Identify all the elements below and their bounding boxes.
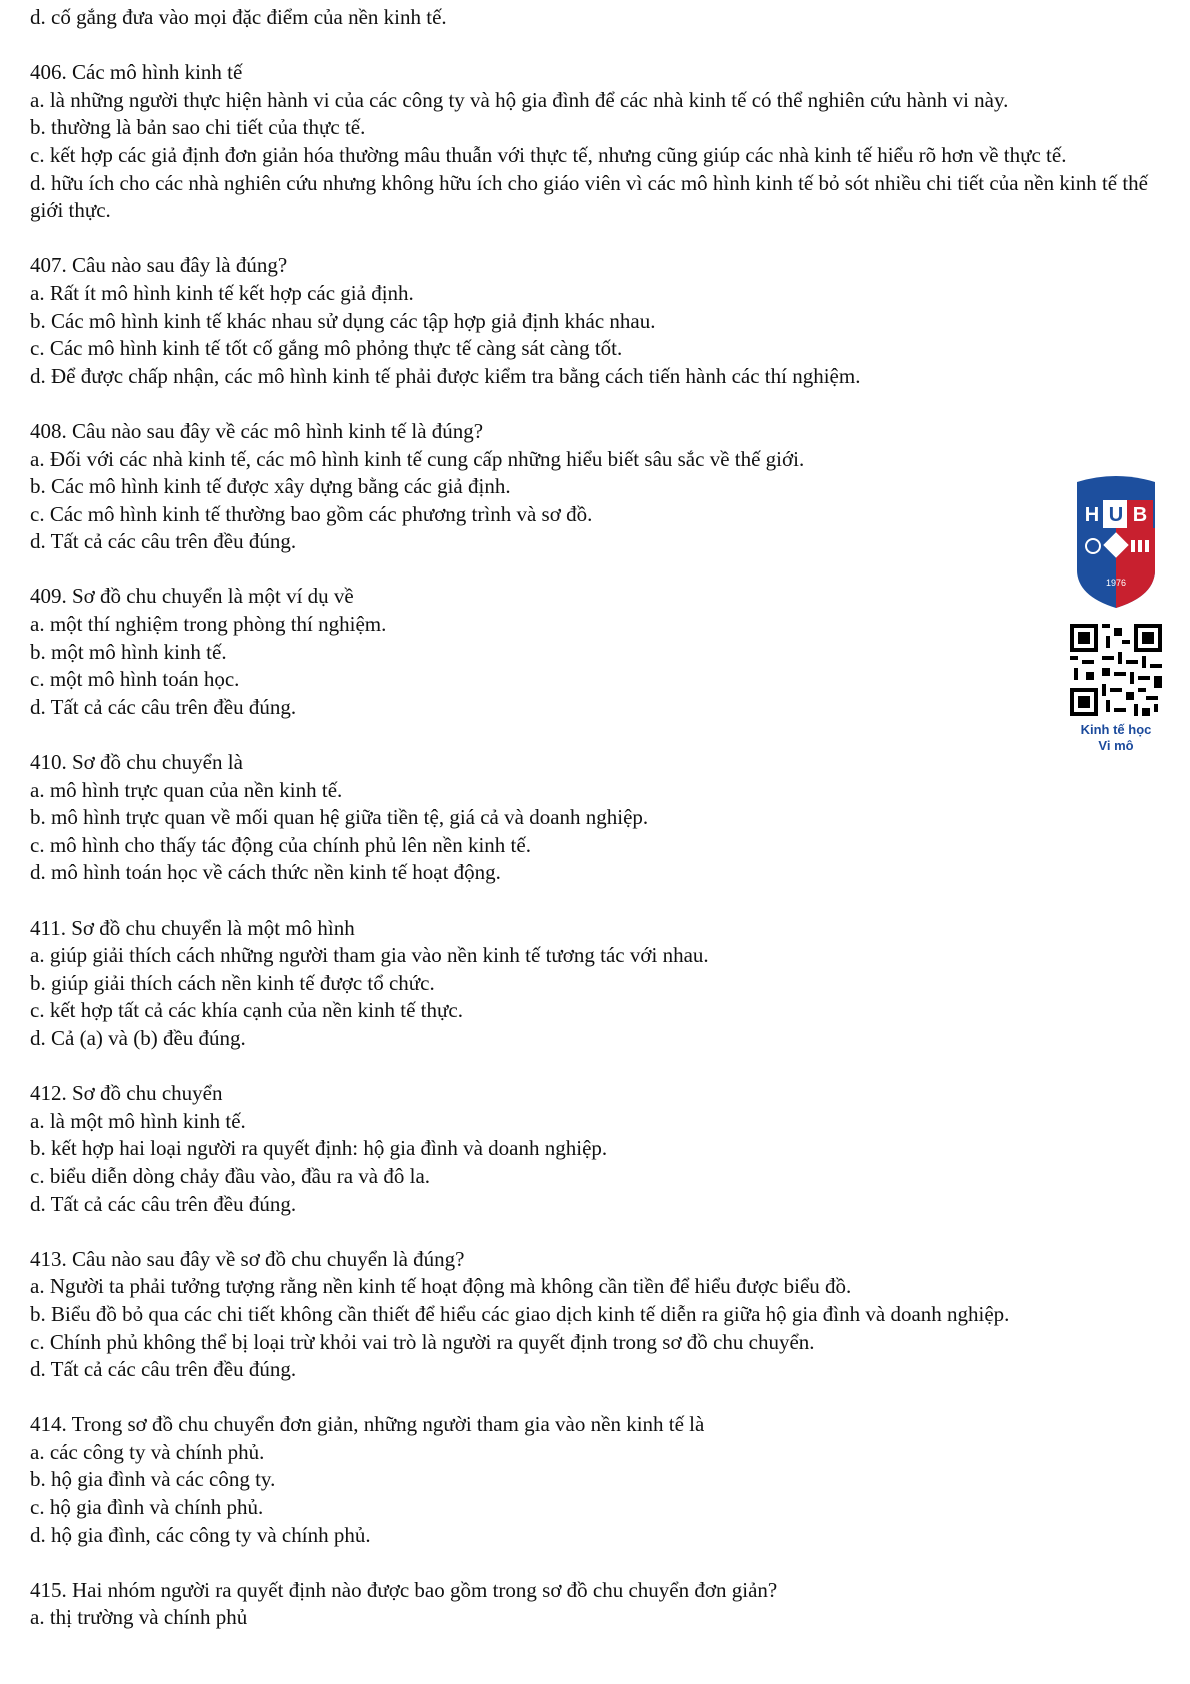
option-b: b. giúp giải thích cách nền kinh tế được tổ chức.	[30, 970, 435, 995]
question-412	[30, 1080, 1170, 1218]
option-b: b. Các mô hình kinh tế khác nhau sử dụng các tập hợp giả định khác nhau.	[30, 308, 656, 333]
question-text: 414. Trong sơ đồ chu chuyển đơn giản, những người tham gia vào nền kinh tế là	[30, 1412, 705, 1437]
option-b: b. Các mô hình kinh tế được xây dựng bằng các giả định.	[30, 474, 511, 499]
svg-text:U: U	[1108, 504, 1124, 526]
hub-university-logo	[1071, 474, 1161, 610]
option-d: d. Cả (a) và (b) đều đúng.	[30, 1025, 246, 1050]
question-text: 411. Sơ đồ chu chuyển là một mô hình	[30, 915, 355, 940]
svg-text:B: B	[1132, 504, 1148, 526]
question-406	[30, 59, 1170, 225]
option-d: d. mô hình toán học về cách thức nền kinh tế hoạt động.	[30, 860, 501, 885]
question-text: 406. Các mô hình kinh tế	[30, 60, 243, 85]
option-d: d. Để được chấp nhận, các mô hình kinh tế phải được kiểm tra bằng cách tiến hành các thí nghiệm.	[30, 363, 861, 388]
option-a: a. Đối với các nhà kinh tế, các mô hình kinh tế cung cấp những hiểu biết sâu sắc về thế giới.	[30, 446, 805, 471]
option-d: d. Tất cả các câu trên đều đúng.	[30, 529, 297, 554]
question-text: 410. Sơ đồ chu chuyển là	[30, 750, 243, 775]
question-text: 415. Hai nhóm người ra quyết định nào được bao gồm trong sơ đồ chu chuyển đơn giản?	[30, 1577, 778, 1602]
course-title-line2: Vi mô	[1098, 738, 1134, 753]
option-c: c. một mô hình toán học.	[30, 667, 240, 692]
option-c: c. kết hợp tất cả các khía cạnh của nền kinh tế thực.	[30, 998, 463, 1023]
qr-code-icon	[1070, 624, 1162, 716]
option-c: c. Các mô hình kinh tế thường bao gồm các phương trình và sơ đồ.	[30, 501, 593, 526]
question-409	[30, 583, 1170, 721]
question-410	[30, 749, 1170, 887]
document-page	[30, 4, 1170, 1632]
option-a: a. một thí nghiệm trong phòng thí nghiệm.	[30, 612, 387, 637]
option-a: a. là một mô hình kinh tế.	[30, 1108, 246, 1133]
option-a: a. Người ta phải tưởng tượng rằng nền kinh tế hoạt động mà không cần tiền để hiểu được biểu đồ.	[30, 1274, 852, 1299]
option-d: d. hộ gia đình, các công ty và chính phủ.	[30, 1522, 371, 1547]
course-badge	[1062, 474, 1170, 754]
option-a: a. mô hình trực quan của nền kinh tế.	[30, 777, 343, 802]
option-b: b. Biểu đồ bỏ qua các chi tiết không cần thiết để hiểu các giao dịch kinh tế diễn ra giữa hộ gia đình và doanh nghiệp.	[30, 1301, 1010, 1326]
option-a: a. là những người thực hiện hành vi của các công ty và hộ gia đình để các nhà kinh tế có thể nghiên cứu hành vi này.	[30, 87, 1009, 112]
option-c: c. Các mô hình kinh tế tốt cố gắng mô phỏng thực tế càng sát càng tốt.	[30, 336, 623, 361]
option-b: b. thường là bản sao chi tiết của thực tế.	[30, 115, 366, 140]
option-a: a. Rất ít mô hình kinh tế kết hợp các giả định.	[30, 280, 414, 305]
option-d: d. hữu ích cho các nhà nghiên cứu nhưng không hữu ích cho giáo viên vì các mô hình kinh tế bỏ sót nhiều chi tiết của nền kinh tế thế giới thực.	[30, 170, 1149, 223]
question-text: 413. Câu nào sau đây về sơ đồ chu chuyển là đúng?	[30, 1246, 465, 1271]
question-text: 407. Câu nào sau đây là đúng?	[30, 253, 288, 278]
question-407	[30, 252, 1170, 390]
svg-text:1976: 1976	[1105, 578, 1127, 588]
question-414	[30, 1411, 1170, 1549]
question-text: 412. Sơ đồ chu chuyển	[30, 1081, 223, 1106]
svg-text:H: H	[1084, 504, 1100, 526]
question-415	[30, 1577, 1170, 1632]
option-c: c. mô hình cho thấy tác động của chính phủ lên nền kinh tế.	[30, 832, 531, 857]
option-b: b. kết hợp hai loại người ra quyết định: hộ gia đình và doanh nghiệp.	[30, 1136, 608, 1161]
option-c: c. kết hợp các giả định đơn giản hóa thường mâu thuẫn với thực tế, nhưng cũng giúp các nhà kinh tế hiểu rõ hơn về thực tế.	[30, 142, 1067, 167]
option-a: a. thị trường và chính phủ	[30, 1605, 248, 1630]
course-title-line1: Kinh tế học	[1080, 722, 1152, 737]
question-411	[30, 915, 1170, 1053]
option-a: a. giúp giải thích cách những người tham gia vào nền kinh tế tương tác với nhau.	[30, 943, 709, 968]
option-c: c. hộ gia đình và chính phủ.	[30, 1495, 264, 1520]
option-b: b. hộ gia đình và các công ty.	[30, 1467, 276, 1492]
option-b: b. một mô hình kinh tế.	[30, 639, 227, 664]
option-d: d. Tất cả các câu trên đều đúng.	[30, 1357, 297, 1382]
option-a: a. các công ty và chính phủ.	[30, 1439, 265, 1464]
question-413	[30, 1246, 1170, 1384]
question-text: 408. Câu nào sau đây về các mô hình kinh tế là đúng?	[30, 418, 484, 443]
intro-option: d. cố gắng đưa vào mọi đặc điểm của nền kinh tế.	[30, 5, 447, 29]
question-408	[30, 418, 1170, 556]
option-d: d. Tất cả các câu trên đều đúng.	[30, 694, 297, 719]
option-d: d. Tất cả các câu trên đều đúng.	[30, 1191, 297, 1216]
option-b: b. mô hình trực quan về mối quan hệ giữa tiền tệ, giá cả và doanh nghiệp.	[30, 805, 649, 830]
option-c: c. Chính phủ không thể bị loại trừ khỏi vai trò là người ra quyết định trong sơ đồ chu chuyển.	[30, 1329, 815, 1354]
option-c: c. biểu diễn dòng chảy đầu vào, đầu ra và đô la.	[30, 1163, 431, 1188]
question-text: 409. Sơ đồ chu chuyển là một ví dụ về	[30, 584, 354, 609]
